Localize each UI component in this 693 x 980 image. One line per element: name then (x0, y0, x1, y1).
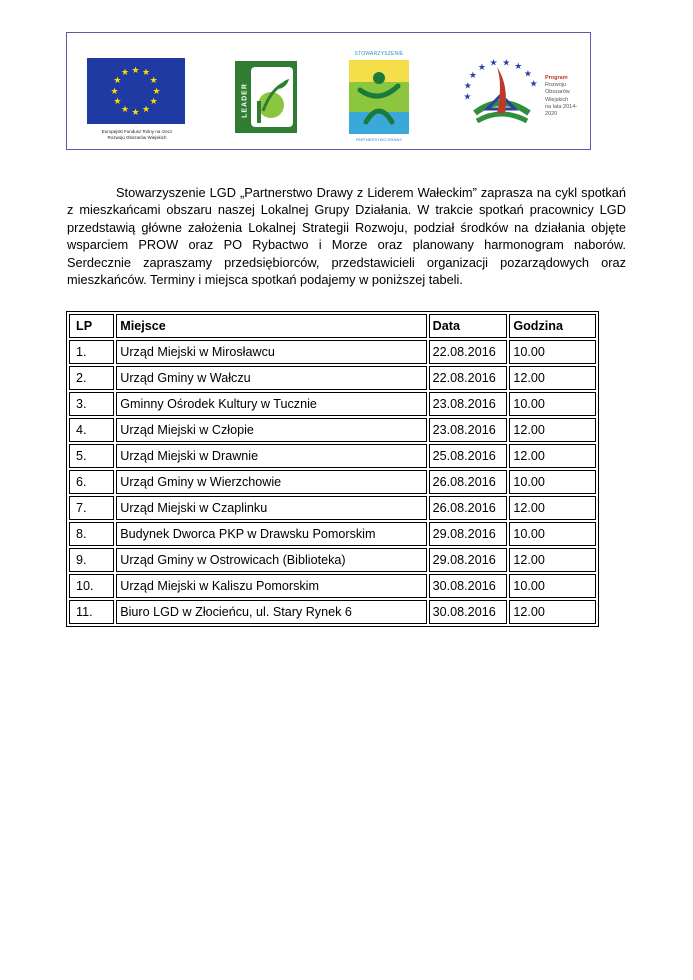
eu-star-icon: ★ (152, 85, 161, 96)
stowarzyszenie-bottom-text: PARTNERSTWO DRAWY (355, 137, 403, 142)
cell-place: Urząd Miejski w Kaliszu Pomorskim (116, 574, 426, 598)
prow-star-icon: ★ (514, 61, 523, 72)
eu-fund-caption (75, 129, 199, 141)
table-row (69, 366, 596, 390)
cell-hour: 12.00 (509, 548, 596, 572)
header-place: Miejsce (116, 314, 426, 338)
cell-lp: 5. (69, 444, 114, 468)
program-text-line: Program (545, 75, 568, 81)
table-header-row (69, 314, 596, 338)
table-row (69, 522, 596, 546)
table-row (69, 340, 596, 364)
header-hour: Godzina (509, 314, 596, 338)
cell-date: 30.08.2016 (429, 574, 508, 598)
program-text-line: na lata 2014-2020 (545, 103, 578, 118)
eu-star-icon: ★ (121, 67, 130, 78)
prow-star-icon: ★ (502, 57, 511, 68)
prow-star-icon: ★ (463, 91, 472, 102)
cell-date: 22.08.2016 (429, 366, 508, 390)
cell-lp: 8. (69, 522, 114, 546)
eu-star-icon: ★ (142, 67, 151, 78)
cell-place: Urząd Gminy w Ostrowicach (Biblioteka) (116, 548, 426, 572)
eu-caption-line: Europejski Fundusz Rolny na rzecz (101, 129, 173, 134)
table-row (69, 548, 596, 572)
cell-hour: 12.00 (509, 444, 596, 468)
table-row (69, 444, 596, 468)
table-row (69, 574, 596, 598)
cell-lp: 10. (69, 574, 114, 598)
cell-place: Urząd Miejski w Drawnie (116, 444, 426, 468)
cell-date: 30.08.2016 (429, 600, 508, 624)
cell-date: 29.08.2016 (429, 522, 508, 546)
stowarzyszenie-top-text: STOWARZYSZENIE (354, 51, 404, 57)
cell-hour: 12.00 (509, 600, 596, 624)
cell-lp: 3. (69, 392, 114, 416)
cell-date: 29.08.2016 (429, 548, 508, 572)
cell-hour: 12.00 (509, 418, 596, 442)
table-row (69, 418, 596, 442)
program-text-line: Wiejskich (545, 96, 569, 103)
cell-date: 25.08.2016 (429, 444, 508, 468)
eu-star-icon: ★ (149, 75, 158, 85)
leader-label: LEADER (241, 83, 249, 118)
table-row (69, 496, 596, 520)
eu-star-icon: ★ (131, 64, 140, 75)
cell-lp: 11. (69, 600, 114, 624)
header-lp: LP (69, 314, 114, 338)
cell-place: Urząd Miejski w Człopie (116, 418, 426, 442)
cell-lp: 1. (69, 340, 114, 364)
eu-star-icon: ★ (142, 103, 151, 114)
prow-program-logo (457, 55, 582, 143)
eu-star-icon: ★ (110, 85, 119, 96)
cell-date: 26.08.2016 (429, 470, 508, 494)
program-text-line: Obszarów (545, 89, 570, 96)
prow-star-icon: ★ (529, 78, 538, 89)
prow-star-icon: ★ (468, 70, 477, 81)
stowarzyszenie-logo (346, 51, 412, 145)
cell-place: Gminny Ośrodek Kultury w Tucznie (116, 392, 426, 416)
cell-hour: 12.00 (509, 366, 596, 390)
cell-date: 23.08.2016 (429, 418, 508, 442)
cell-hour: 10.00 (509, 340, 596, 364)
cell-place: Urząd Miejski w Czaplinku (116, 496, 426, 520)
cell-date: 22.08.2016 (429, 340, 508, 364)
cell-place: Urząd Miejski w Mirosławcu (116, 340, 426, 364)
meetings-table (66, 311, 599, 627)
cell-hour: 10.00 (509, 392, 596, 416)
prow-star-icon: ★ (523, 68, 532, 79)
eu-star-icon: ★ (113, 96, 122, 106)
cell-hour: 12.00 (509, 496, 596, 520)
eu-flag-logo (87, 58, 185, 124)
eu-star-icon: ★ (149, 96, 158, 106)
cell-hour: 10.00 (509, 470, 596, 494)
cell-hour: 10.00 (509, 574, 596, 598)
prow-star-icon: ★ (489, 57, 498, 68)
prow-star-icon: ★ (477, 62, 486, 73)
eu-star-icon: ★ (113, 75, 122, 85)
logo-banner (66, 32, 591, 150)
cell-place: Urząd Gminy w Wałczu (116, 366, 426, 390)
invitation-paragraph: Stowarzyszenie LGD „Partnerstwo Drawy z Liderem Wałeckim” zaprasza na cykl spotkań z mieszkańcami obszaru naszej Lokalnej Grupy Działania. W trakcie spotkań pracownicy LGD przedstawią główne założenia Lokalnej Strategii Rozwoju, podział środków na działania objęte wsparciem PROW oraz PO Rybactwo i Morze oraz planowany harmonogram naborów. Serdecznie zapraszamy przedsiębiorców, przedstawicieli organizacji pozarządowych oraz mieszkańców. Terminy i miejsca spotkań podajemy w poniższej tabeli. (67, 185, 626, 288)
cell-place: Urząd Gminy w Wierzchowie (116, 470, 426, 494)
cell-place: Biuro LGD w Złocieńcu, ul. Stary Rynek 6 (116, 600, 426, 624)
table-row (69, 470, 596, 494)
cell-lp: 4. (69, 418, 114, 442)
eu-star-icon: ★ (121, 103, 130, 114)
cell-lp: 9. (69, 548, 114, 572)
prow-star-icon: ★ (463, 80, 472, 91)
header-date: Data (429, 314, 508, 338)
program-text-line: Rozwoju (545, 82, 567, 89)
eu-caption-line: Rozwoju Obszarów Wiejskich (107, 135, 167, 140)
cell-date: 26.08.2016 (429, 496, 508, 520)
cell-hour: 10.00 (509, 522, 596, 546)
cell-date: 23.08.2016 (429, 392, 508, 416)
table-row (69, 600, 596, 624)
cell-lp: 6. (69, 470, 114, 494)
table-row (69, 392, 596, 416)
cell-lp: 7. (69, 496, 114, 520)
cell-place: Budynek Dworca PKP w Drawsku Pomorskim (116, 522, 426, 546)
prow-program-text (545, 75, 582, 118)
eu-star-icon: ★ (131, 106, 140, 117)
cell-lp: 2. (69, 366, 114, 390)
